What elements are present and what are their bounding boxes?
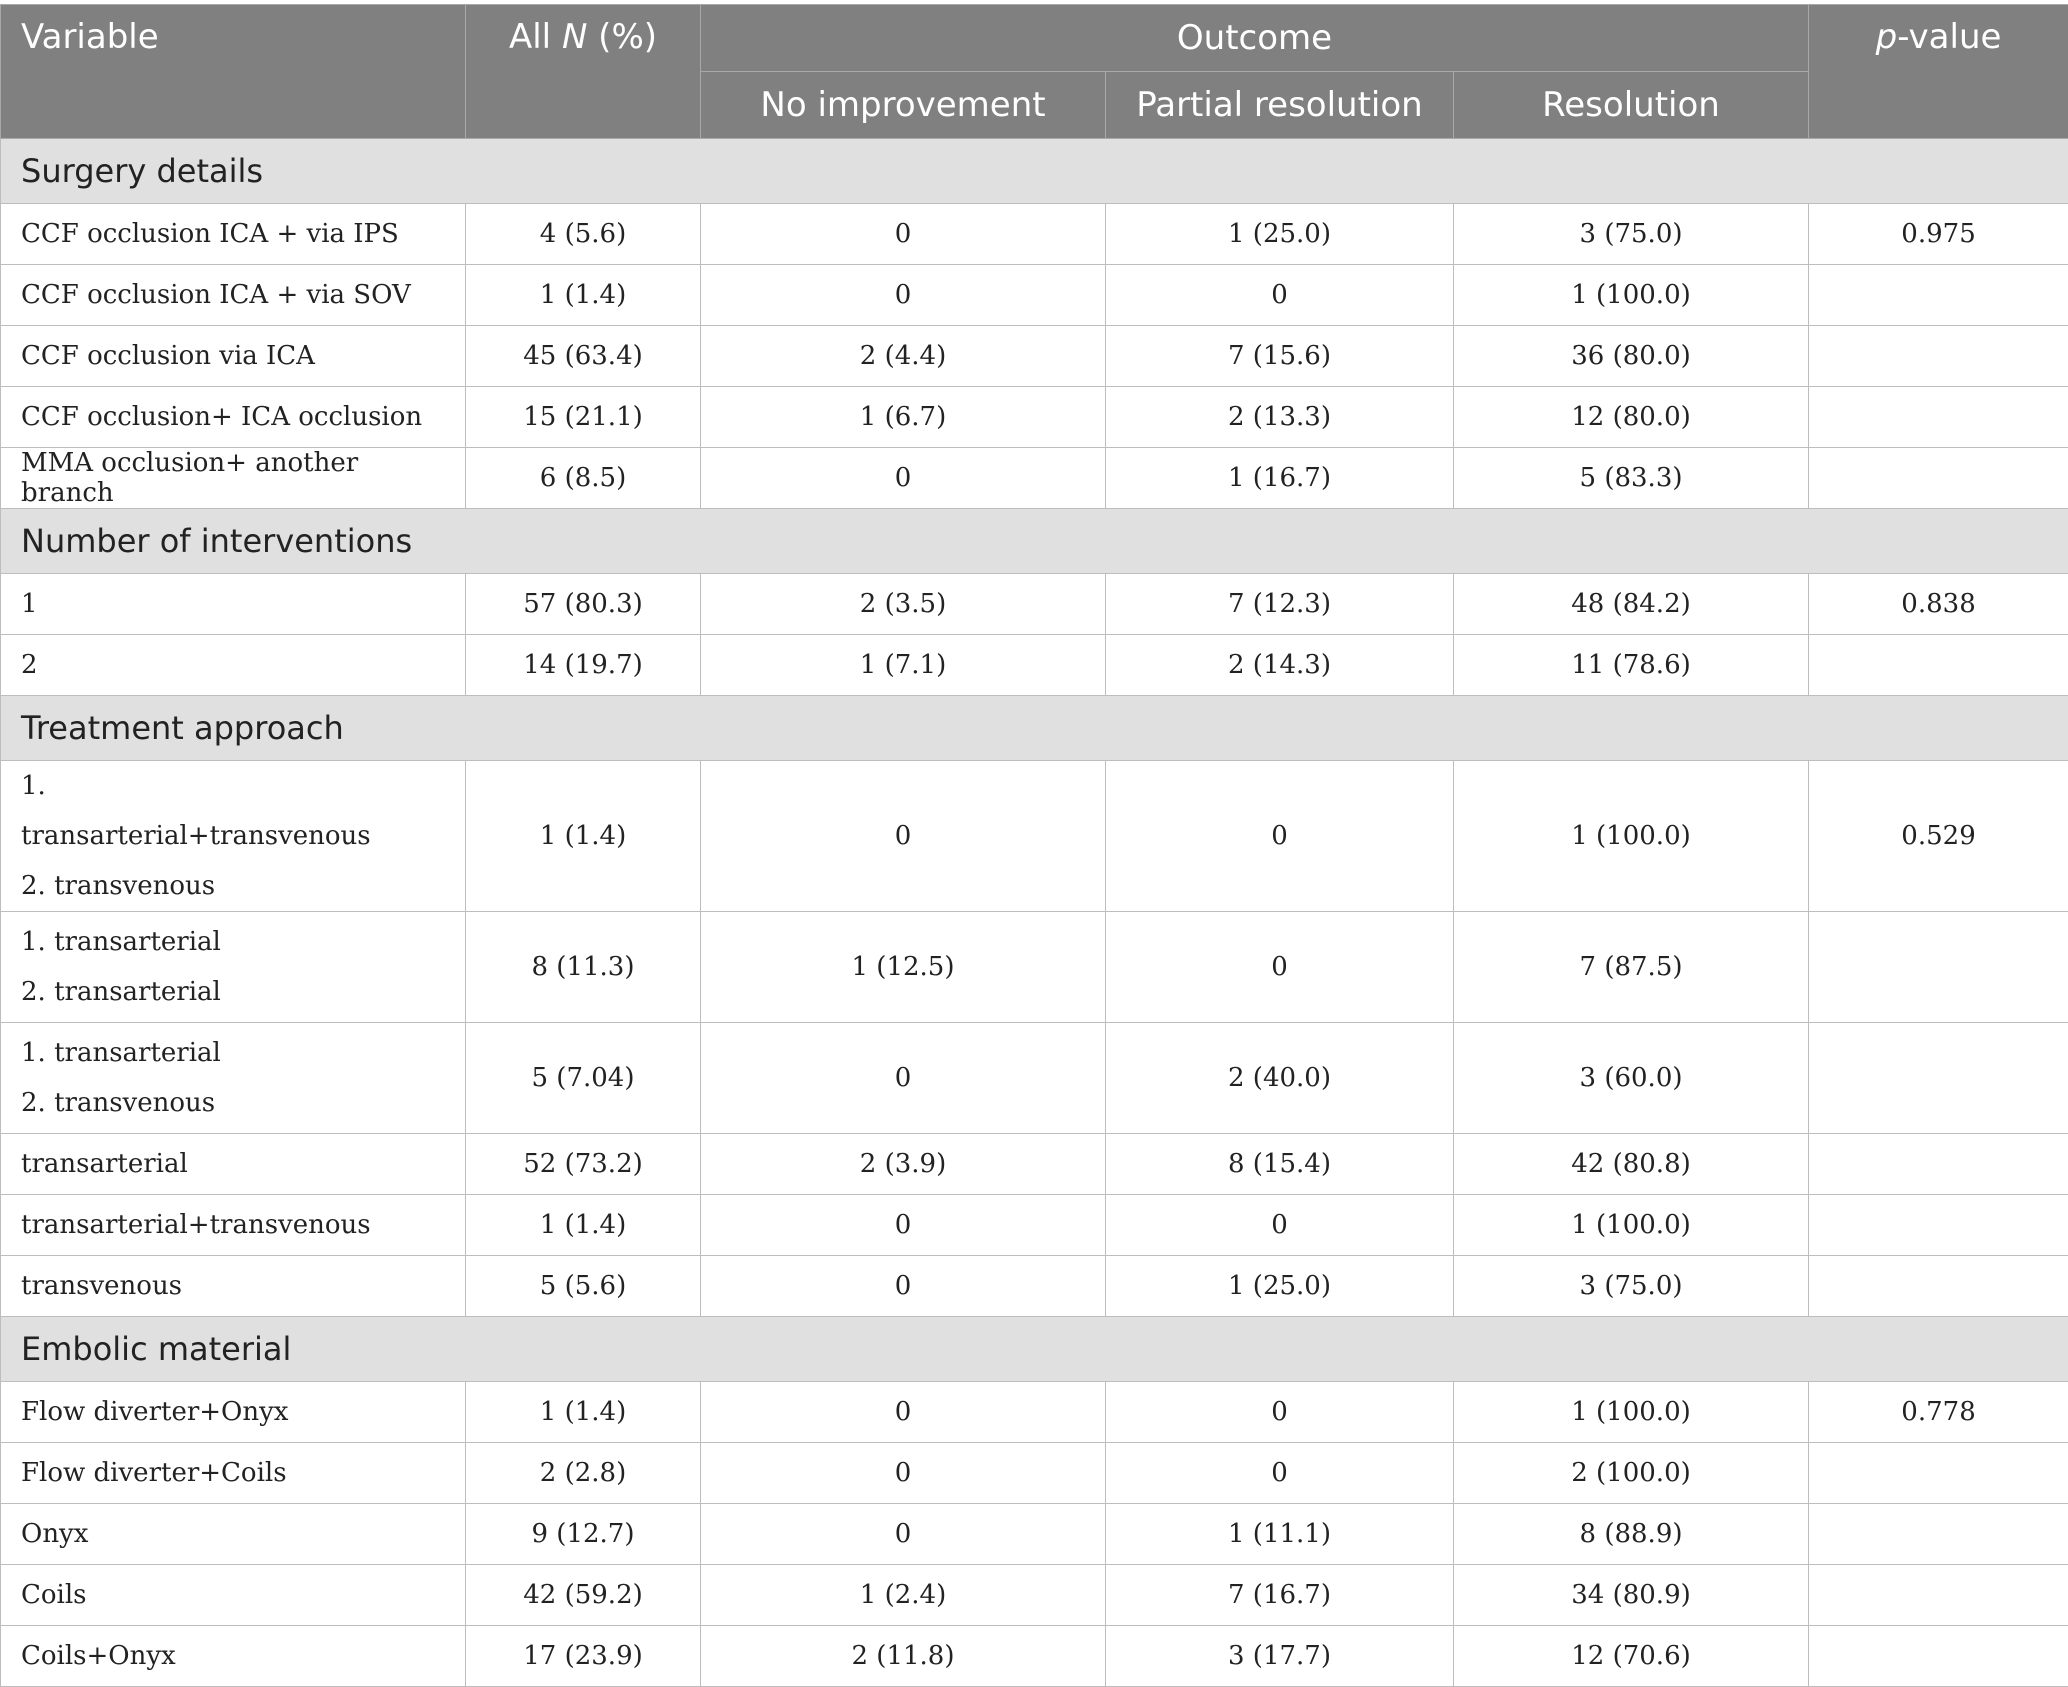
cell-no-improvement: 0	[701, 1382, 1106, 1443]
cell-no-improvement: 2 (4.4)	[701, 326, 1106, 387]
cell-all-n: 5 (7.04)	[466, 1023, 701, 1134]
header-p-rest: -value	[1897, 17, 2001, 57]
cell-all-n: 17 (23.9)	[466, 1626, 701, 1687]
cell-no-improvement: 1 (12.5)	[701, 912, 1106, 1023]
row-label: Coils	[1, 1565, 466, 1626]
cell-resolution: 36 (80.0)	[1454, 326, 1809, 387]
cell-partial-resolution: 2 (40.0)	[1106, 1023, 1454, 1134]
header-resolution: Resolution	[1454, 72, 1809, 139]
header-no-improvement: No improvement	[701, 72, 1106, 139]
row-label: CCF occlusion+ ICA occlusion	[1, 387, 466, 448]
table-row	[1, 1443, 2068, 1504]
section-title: Embolic material	[1, 1317, 2068, 1382]
header-all-n	[466, 5, 701, 139]
row-label: Coils+Onyx	[1, 1626, 466, 1687]
cell-partial-resolution: 7 (12.3)	[1106, 574, 1454, 635]
section-row	[1, 696, 2068, 761]
cell-resolution: 34 (80.9)	[1454, 1565, 1809, 1626]
cell-p-value	[1809, 1443, 2068, 1504]
table-row	[1, 387, 2068, 448]
cell-resolution: 1 (100.0)	[1454, 761, 1809, 912]
cell-all-n: 9 (12.7)	[466, 1504, 701, 1565]
cell-no-improvement: 1 (6.7)	[701, 387, 1106, 448]
cell-partial-resolution: 0	[1106, 912, 1454, 1023]
row-label: 1. transarterial+transvenous 2. transvenous	[1, 761, 466, 912]
cell-all-n: 4 (5.6)	[466, 204, 701, 265]
cell-all-n: 1 (1.4)	[466, 761, 701, 912]
row-label-line2: 2. transvenous	[21, 1078, 445, 1128]
cell-p-value: 0.778	[1809, 1382, 2068, 1443]
section-row	[1, 509, 2068, 574]
cell-no-improvement: 0	[701, 265, 1106, 326]
cell-resolution: 1 (100.0)	[1454, 265, 1809, 326]
section-title: Surgery details	[1, 139, 2068, 204]
table-row	[1, 1382, 2068, 1443]
cell-partial-resolution: 1 (16.7)	[1106, 448, 1454, 509]
cell-partial-resolution: 0	[1106, 761, 1454, 912]
cell-partial-resolution: 8 (15.4)	[1106, 1134, 1454, 1195]
header-all-suffix: (%)	[587, 17, 657, 57]
cell-resolution: 2 (100.0)	[1454, 1443, 1809, 1504]
row-label: 2	[1, 635, 466, 696]
table-row	[1, 1565, 2068, 1626]
cell-partial-resolution: 2 (14.3)	[1106, 635, 1454, 696]
row-label-line2: 2. transarterial	[21, 967, 445, 1017]
row-label: Flow diverter+Onyx	[1, 1382, 466, 1443]
cell-p-value	[1809, 1504, 2068, 1565]
cell-no-improvement: 2 (11.8)	[701, 1626, 1106, 1687]
cell-partial-resolution: 0	[1106, 1382, 1454, 1443]
cell-all-n: 6 (8.5)	[466, 448, 701, 509]
cell-p-value	[1809, 448, 2068, 509]
cell-partial-resolution: 7 (15.6)	[1106, 326, 1454, 387]
results-table	[0, 4, 2068, 1687]
table-row	[1, 761, 2068, 912]
table-row	[1, 1134, 2068, 1195]
cell-no-improvement: 2 (3.5)	[701, 574, 1106, 635]
cell-no-improvement: 1 (7.1)	[701, 635, 1106, 696]
row-label: CCF occlusion via ICA	[1, 326, 466, 387]
cell-p-value: 0.838	[1809, 574, 2068, 635]
row-label: CCF occlusion ICA + via IPS	[1, 204, 466, 265]
table-row	[1, 1504, 2068, 1565]
cell-all-n: 42 (59.2)	[466, 1565, 701, 1626]
cell-all-n: 45 (63.4)	[466, 326, 701, 387]
cell-no-improvement: 1 (2.4)	[701, 1565, 1106, 1626]
header-all-n-letter: N	[562, 17, 587, 57]
cell-p-value	[1809, 635, 2068, 696]
header-partial-resolution: Partial resolution	[1106, 72, 1454, 139]
cell-partial-resolution: 1 (25.0)	[1106, 204, 1454, 265]
table-row	[1, 635, 2068, 696]
row-label: transarterial	[1, 1134, 466, 1195]
cell-resolution: 8 (88.9)	[1454, 1504, 1809, 1565]
table-header	[1, 5, 2068, 139]
row-label: CCF occlusion ICA + via SOV	[1, 265, 466, 326]
cell-partial-resolution: 1 (25.0)	[1106, 1256, 1454, 1317]
section-title: Number of interventions	[1, 509, 2068, 574]
cell-no-improvement: 0	[701, 1504, 1106, 1565]
cell-resolution: 48 (84.2)	[1454, 574, 1809, 635]
row-label: Onyx	[1, 1504, 466, 1565]
cell-resolution: 11 (78.6)	[1454, 635, 1809, 696]
row-label: transvenous	[1, 1256, 466, 1317]
cell-all-n: 1 (1.4)	[466, 265, 701, 326]
section-row	[1, 139, 2068, 204]
cell-resolution: 1 (100.0)	[1454, 1195, 1809, 1256]
cell-no-improvement: 0	[701, 204, 1106, 265]
cell-all-n: 1 (1.4)	[466, 1195, 701, 1256]
table-row	[1, 326, 2068, 387]
table-body	[1, 139, 2068, 1687]
cell-partial-resolution: 0	[1106, 1195, 1454, 1256]
cell-all-n: 57 (80.3)	[466, 574, 701, 635]
table-row	[1, 1195, 2068, 1256]
row-label: Flow diverter+Coils	[1, 1443, 466, 1504]
header-p-value	[1809, 5, 2068, 139]
row-label	[1, 912, 466, 1023]
cell-resolution: 5 (83.3)	[1454, 448, 1809, 509]
row-label-line1: 1. transarterial	[21, 1028, 445, 1078]
table-row	[1, 1256, 2068, 1317]
cell-p-value	[1809, 387, 2068, 448]
cell-partial-resolution: 0	[1106, 1443, 1454, 1504]
header-outcome: Outcome	[701, 5, 1809, 72]
cell-no-improvement: 2 (3.9)	[701, 1134, 1106, 1195]
cell-no-improvement: 0	[701, 1195, 1106, 1256]
cell-partial-resolution: 7 (16.7)	[1106, 1565, 1454, 1626]
cell-partial-resolution: 0	[1106, 265, 1454, 326]
cell-all-n: 1 (1.4)	[466, 1382, 701, 1443]
header-all-prefix: All	[509, 17, 562, 57]
cell-no-improvement: 0	[701, 1256, 1106, 1317]
table-row	[1, 204, 2068, 265]
cell-all-n: 5 (5.6)	[466, 1256, 701, 1317]
table-row	[1, 448, 2068, 509]
cell-resolution: 7 (87.5)	[1454, 912, 1809, 1023]
cell-partial-resolution: 3 (17.7)	[1106, 1626, 1454, 1687]
cell-no-improvement: 0	[701, 1023, 1106, 1134]
cell-no-improvement: 0	[701, 761, 1106, 912]
cell-no-improvement: 0	[701, 1443, 1106, 1504]
table-row	[1, 912, 2068, 1023]
cell-all-n: 15 (21.1)	[466, 387, 701, 448]
table-row	[1, 1023, 2068, 1134]
cell-resolution: 12 (70.6)	[1454, 1626, 1809, 1687]
cell-resolution: 42 (80.8)	[1454, 1134, 1809, 1195]
cell-partial-resolution: 2 (13.3)	[1106, 387, 1454, 448]
cell-resolution: 3 (75.0)	[1454, 1256, 1809, 1317]
cell-all-n: 8 (11.3)	[466, 912, 701, 1023]
cell-p-value	[1809, 912, 2068, 1023]
row-label: transarterial+transvenous	[1, 1195, 466, 1256]
cell-p-value: 0.529	[1809, 761, 2068, 912]
section-row	[1, 1317, 2068, 1382]
cell-resolution: 3 (60.0)	[1454, 1023, 1809, 1134]
results-table-container	[0, 4, 2068, 1687]
cell-all-n: 2 (2.8)	[466, 1443, 701, 1504]
cell-all-n: 52 (73.2)	[466, 1134, 701, 1195]
header-variable: Variable	[1, 5, 466, 139]
cell-all-n: 14 (19.7)	[466, 635, 701, 696]
cell-p-value	[1809, 1195, 2068, 1256]
row-label-line1: 1. transarterial	[21, 917, 445, 967]
row-label: 1	[1, 574, 466, 635]
table-row	[1, 265, 2068, 326]
section-title: Treatment approach	[1, 696, 2068, 761]
cell-resolution: 1 (100.0)	[1454, 1382, 1809, 1443]
table-row	[1, 1626, 2068, 1687]
cell-p-value	[1809, 1134, 2068, 1195]
table-row	[1, 574, 2068, 635]
cell-p-value: 0.975	[1809, 204, 2068, 265]
cell-p-value	[1809, 265, 2068, 326]
cell-resolution: 12 (80.0)	[1454, 387, 1809, 448]
cell-p-value	[1809, 326, 2068, 387]
cell-p-value	[1809, 1626, 2068, 1687]
cell-p-value	[1809, 1256, 2068, 1317]
cell-p-value	[1809, 1565, 2068, 1626]
row-label: MMA occlusion+ another branch	[1, 448, 466, 509]
cell-partial-resolution: 1 (11.1)	[1106, 1504, 1454, 1565]
cell-resolution: 3 (75.0)	[1454, 204, 1809, 265]
row-label	[1, 1023, 466, 1134]
header-p-letter: p	[1876, 17, 1898, 57]
cell-no-improvement: 0	[701, 448, 1106, 509]
cell-p-value	[1809, 1023, 2068, 1134]
